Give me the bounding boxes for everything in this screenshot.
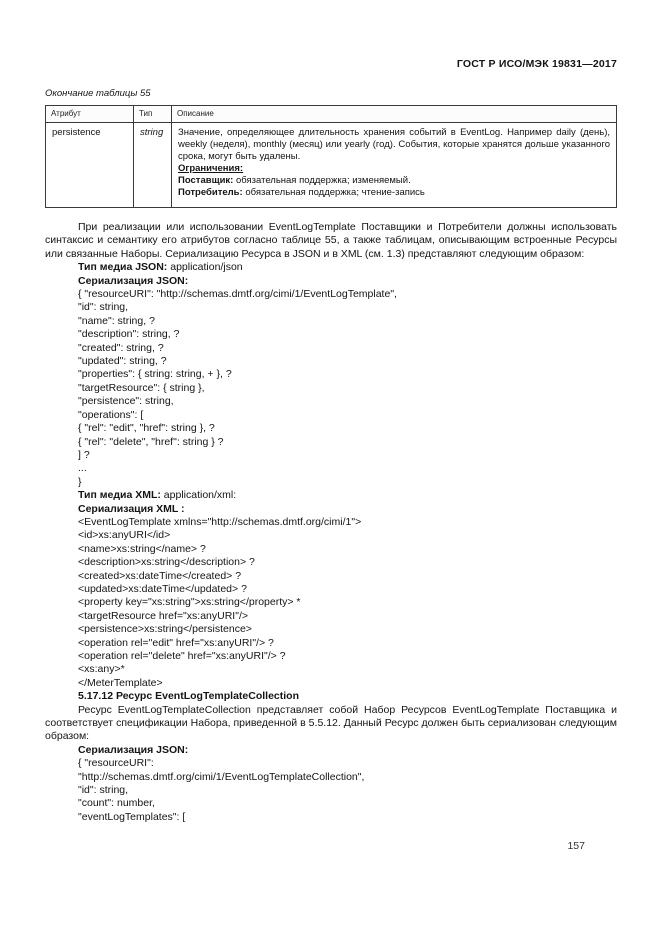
code-line: "count": number, [78,797,155,810]
page-number: 157 [567,840,585,852]
table-header-row [46,106,617,123]
code-line: "operations": [ [78,408,144,421]
xml-serialization-label: Сериализация XML : [78,502,185,515]
json-code-lines [45,288,617,489]
description-text: Значение, определяющее длительность хранения событий в EventLog. Например daily (день), weekly (неделя), monthly (месяц) или yearly (год). События, которые хранятся дольше указанного срока, могут быть удалены. [178,127,610,162]
table-caption: Окончание таблицы 55 [45,88,151,99]
description-cell [172,123,617,208]
code-line: <EventLogTemplate xmlns="http://schemas.dmtf.org/cimi/1"> [78,515,362,528]
consumer-line [178,187,610,199]
code-line: <operation rel="edit" href="xs:anyURI"/> ? [78,636,274,649]
code-line: <operation rel="delete" href="xs:anyURI"/> ? [78,650,286,662]
code-line: "http://schemas.dmtf.org/cimi/1/EventLogTemplateCollection", [78,770,365,783]
code-line: "created": string, ? [78,341,164,354]
code-line: "eventLogTemplates": [ [78,810,186,823]
code-line: "properties": { string: string, + }, ? [78,368,232,381]
xml-code-lines [45,516,617,690]
provider-line [178,175,610,187]
constraints-heading: Ограничения: [178,163,244,174]
code-line: { "resourceURI": "http://schemas.dmtf.org/cimi/1/EventLogTemplate", [78,288,397,301]
code-line: "id": string, [78,784,129,797]
paragraph-collection: Ресурс EventLogTemplateCollection представляет собой Набор Ресурсов EventLogTemplate Поставщика и соответствует спецификации Набора, приведенной в 5.5.12. Данный Ресурс должен быть сериализован следующим образом: [45,703,617,743]
code-line: { "rel": "delete", "href": string } ? [78,435,224,448]
table-row [46,123,617,208]
code-line: <name>xs:string</name> ? [78,542,206,555]
code-line: "persistence": string, [78,395,174,408]
code-line: <updated>xs:dateTime</updated> ? [78,582,247,595]
code-line: <targetResource href="xs:anyURI"/> [78,609,248,622]
document-header: ГОСТ Р ИСО/МЭК 19831—2017 [456,58,617,70]
consumer-label: Потребитель: [178,187,243,198]
code-line: <id>xs:anyURI</id> [78,529,171,542]
code-line: <created>xs:dateTime</created> ? [78,569,242,582]
code-line: ] ? [78,448,90,461]
code-line: ... [78,462,87,475]
json-serialization-label: Сериализация JSON: [78,274,189,287]
provider-label: Поставщик: [178,175,234,186]
paragraph-intro: При реализации или использовании EventLogTemplate Поставщики и Потребители должны использовать синтаксис и семантику его атрибутов согласно таблице 55, а также таблицам, описывающим встроенные Ресурсы или связанные Наборы. Сериализацию Ресурса в JSON и в XML (см. 1.3) представляют следующим образом: [45,221,617,260]
section-heading: 5.17.12 Ресурс EventLogTemplateCollection [78,690,300,703]
code-line: <description>xs:string</description> ? [78,556,255,569]
media-type-xml-line [78,489,617,502]
column-header-attribute: Атрибут [46,106,134,123]
media-type-json-value: application/json [170,261,243,274]
serialization-block-eventlogtemplate [45,261,617,703]
code-line: { "rel": "edit", "href": string }, ? [78,422,215,435]
code-line: <property key="xs:string">xs:string</property> * [78,596,301,609]
type-cell: string [134,123,172,208]
attribute-cell: persistence [46,123,134,208]
json-collection-code-lines [45,757,617,824]
column-header-type: Тип [134,106,172,123]
code-line: <persistence>xs:string</persistence> [78,623,252,636]
json-serialization-label-2: Сериализация JSON: [78,743,189,756]
code-line: "targetResource": { string }, [78,381,205,394]
attributes-table [45,105,617,208]
media-type-xml-value: application/xml: [163,489,237,502]
media-type-json-label: Тип медиа JSON: [78,261,168,274]
consumer-text: обязательная поддержка; чтение-запись [245,187,425,198]
code-line: } [78,475,82,488]
code-line: { "resourceURI": [78,757,154,770]
code-line: "name": string, ? [78,314,155,327]
column-header-description: Описание [172,106,617,123]
code-line: <xs:any>* [78,663,125,676]
serialization-block-collection [45,744,617,824]
code-line: "updated": string, ? [78,355,167,368]
code-line: </MeterTemplate> [78,676,163,689]
code-line: "id": string, [78,301,129,314]
code-line: "description": string, ? [78,328,180,341]
provider-text: обязательная поддержка; изменяемый. [235,175,411,186]
media-type-xml-label: Тип медиа XML: [78,489,161,502]
media-type-json-line [78,261,617,274]
